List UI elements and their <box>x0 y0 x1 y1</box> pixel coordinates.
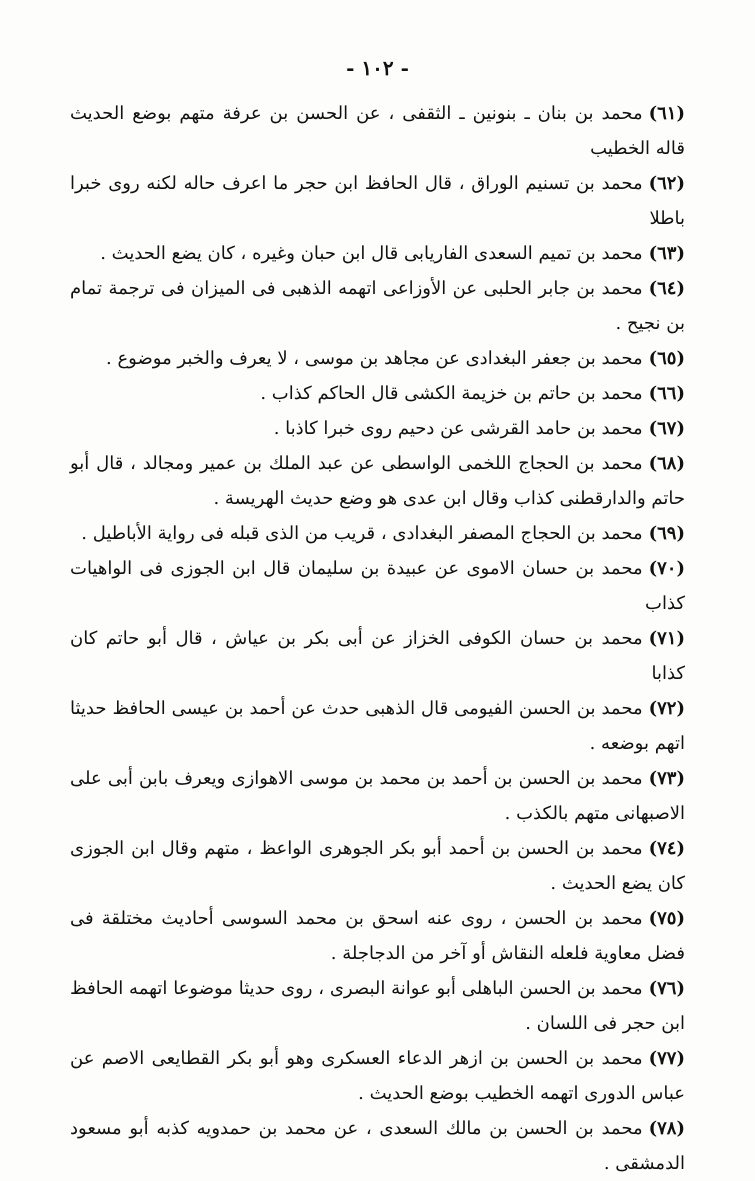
entry-text: محمد بن الحجاج المصفر البغدادى ، قريب من الذى قبله فى رواية الأباطيل . <box>81 523 643 544</box>
entry-number: (٦٤) <box>648 278 685 299</box>
entry-text: محمد بن حامد القرشى عن دحيم روى خبرا كاذبا . <box>273 418 643 439</box>
entry-text: محمد بن الحجاج اللخمى الواسطى عن عبد الملك بن عمير ومجالد ، قال أبو حاتم والدارقطنى كذاب وقال ابن عدى هو وضع حديث الهريسة . <box>70 453 685 509</box>
entry-number: (٦٧) <box>648 418 685 439</box>
entry-text: محمد بن حسان الاموى عن عبيدة بن سليمان قال ابن الجوزى فى الواهيات كذاب <box>70 558 685 614</box>
entry-text: محمد بن الحسن الفيومى قال الذهبى حدث عن أحمد بن عيسى الحافظ حديثا اتهم بوضعه . <box>70 698 685 754</box>
entry-number: (٧٤) <box>648 838 685 859</box>
entry-text: محمد بن الحسن بن ازهر الدعاء العسكرى وهو أبو بكر القطايعى الاصم عن عباس الدورى اتهمه الخطيب بوضع الحديث . <box>70 1048 685 1104</box>
entry-text: محمد بن الحسن بن أحمد أبو بكر الجوهرى الواعظ ، متهم وقال ابن الجوزى كان يضع الحديث . <box>70 838 685 894</box>
entry-text: محمد بن تميم السعدى الفاريابى قال ابن حبان وغيره ، كان يضع الحديث . <box>100 243 643 264</box>
list-item <box>70 831 685 901</box>
entry-number: (٦١) <box>648 103 685 124</box>
list-item <box>70 376 685 411</box>
entry-number: (٧٨) <box>648 1118 685 1139</box>
list-item <box>70 1041 685 1111</box>
entry-number: (٦٨) <box>648 453 685 474</box>
entry-number: (٦٣) <box>648 243 685 264</box>
list-item <box>70 901 685 971</box>
entry-text: محمد بن حسان الكوفى الخزاز عن أبى بكر بن عياش ، قال أبو حاتم كان كذابا <box>70 628 685 684</box>
entry-number: (٦٥) <box>648 348 685 369</box>
entry-text: محمد بن جعفر البغدادى عن مجاهد بن موسى ، لا يعرف والخبر موضوع . <box>106 348 643 369</box>
list-item <box>70 236 685 271</box>
entry-text: محمد بن الحسن بن مالك السعدى ، عن محمد بن حمدويه كذبه أبو مسعود الدمشقى . <box>70 1118 685 1174</box>
entry-list <box>70 96 685 1181</box>
list-item <box>70 411 685 446</box>
list-item <box>70 761 685 831</box>
list-item <box>70 341 685 376</box>
entry-text: محمد بن الحسن الباهلى أبو عوانة البصرى ، روى حديثا موضوعا اتهمه الحافظ ابن حجر فى اللسان . <box>70 978 685 1034</box>
entry-number: (٧٢) <box>648 698 685 719</box>
list-item <box>70 166 685 236</box>
list-item <box>70 516 685 551</box>
entry-text: محمد بن تسنيم الوراق ، قال الحافظ ابن حجر ما اعرف حاله لكنه روى خبرا باطلا <box>70 173 685 229</box>
list-item <box>70 1111 685 1181</box>
entry-number: (٦٩) <box>648 523 685 544</box>
entry-text: محمد بن الحسن ، روى عنه اسحق بن محمد السوسى أحاديث مختلقة فى فضل معاوية فلعله النقاش أو آخر من الدجاجلة . <box>70 908 685 964</box>
list-item <box>70 621 685 691</box>
entry-text: محمد بن بنان ـ بنونين ـ الثقفى ، عن الحسن بن عرفة متهم بوضع الحديث قاله الخطيب <box>70 103 685 159</box>
entry-text: محمد بن حاتم بن خزيمة الكشى قال الحاكم كذاب . <box>260 383 643 404</box>
entry-number: (٧٣) <box>648 768 685 789</box>
page-number: - ١٠٢ - <box>346 56 409 80</box>
list-item <box>70 691 685 761</box>
entry-number: (٦٢) <box>648 173 685 194</box>
entry-text: محمد بن الحسن بن أحمد بن محمد بن موسى الاهوازى ويعرف بابن أبى على الاصبهانى متهم بالكذب . <box>70 768 685 824</box>
list-item <box>70 446 685 516</box>
entry-number: (٧٦) <box>648 978 685 999</box>
entry-number: (٧٠) <box>648 558 685 579</box>
list-item <box>70 96 685 166</box>
entry-number: (٧٥) <box>648 908 685 929</box>
entry-number: (٧٧) <box>648 1048 685 1069</box>
list-item <box>70 271 685 341</box>
entry-number: (٧١) <box>648 628 685 649</box>
list-item <box>70 551 685 621</box>
entry-number: (٦٦) <box>648 383 685 404</box>
entry-text: محمد بن جابر الحلبى عن الأوزاعى اتهمه الذهبى فى الميزان فى ترجمة تمام بن نجيح . <box>70 278 685 334</box>
list-item <box>70 971 685 1041</box>
